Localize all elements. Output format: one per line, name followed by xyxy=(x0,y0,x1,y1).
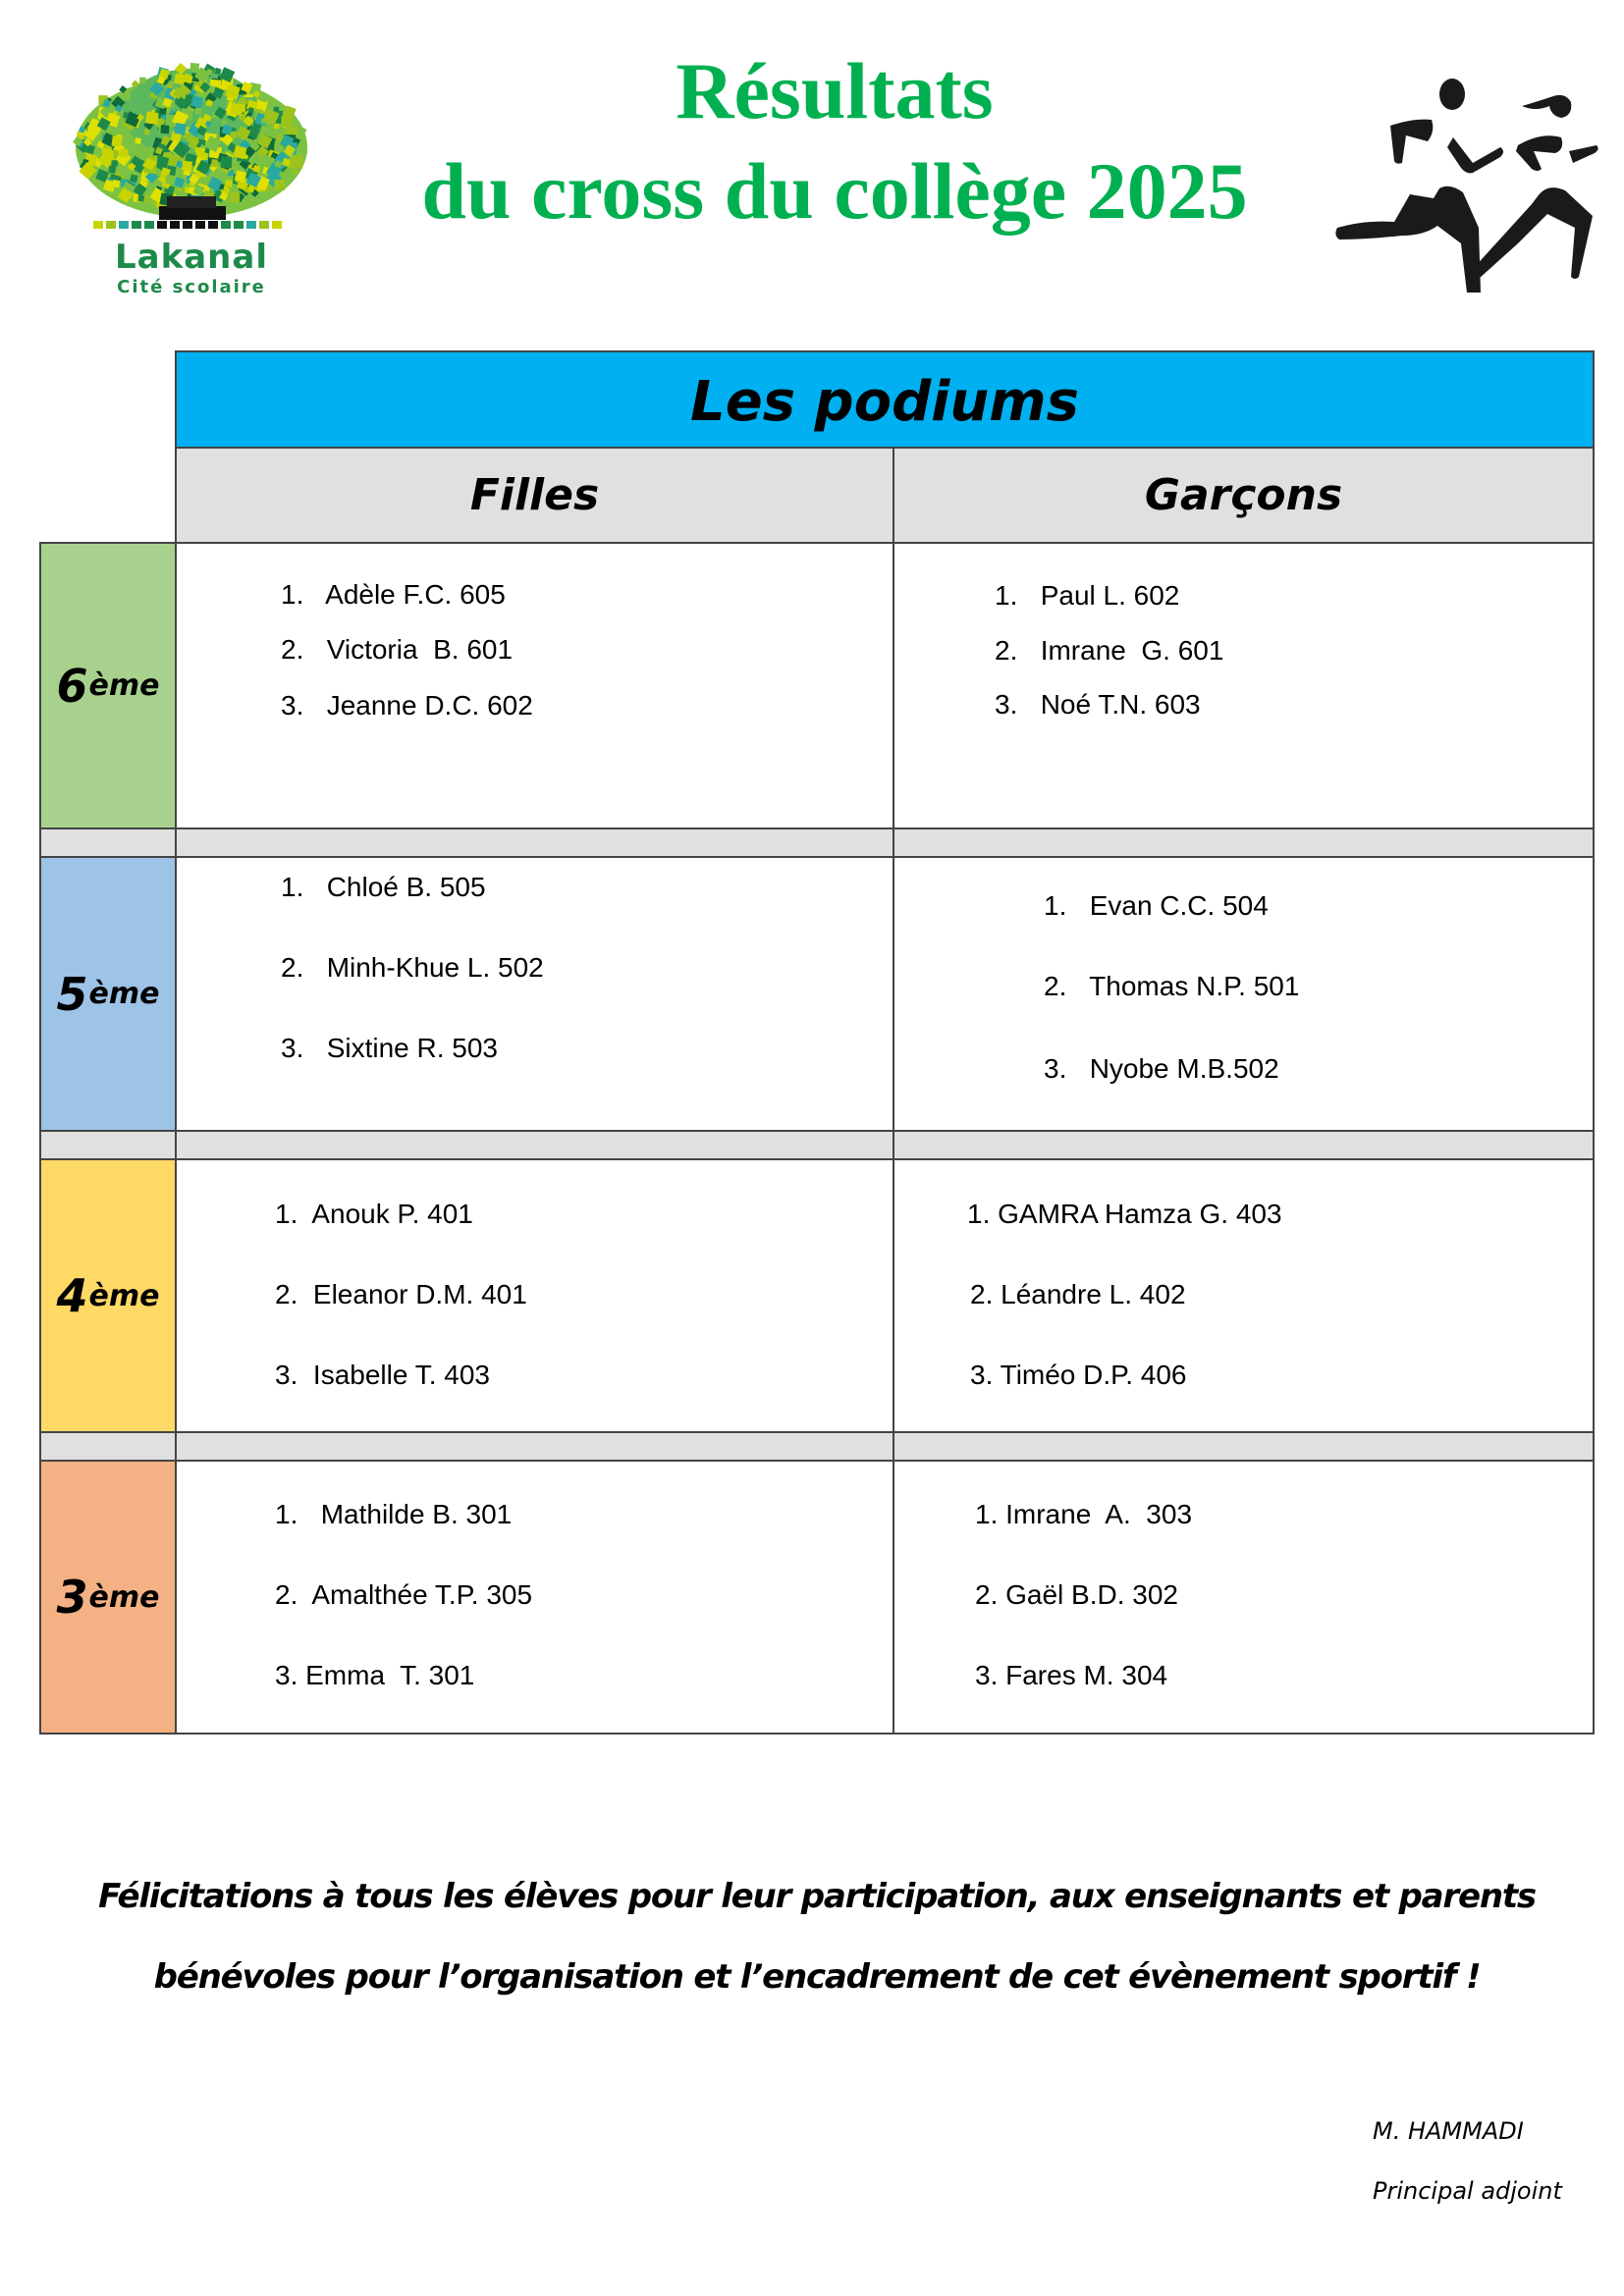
signature-role: Principal adjoint xyxy=(1373,2177,1562,2205)
grade-6-garcons-list xyxy=(995,580,1224,737)
title-line-1: Résultats xyxy=(676,46,994,135)
grade-6-garcons-cell xyxy=(893,542,1595,829)
column-header-filles xyxy=(175,447,894,544)
list-item: 3. Timéo D.P. 406 xyxy=(970,1360,1187,1390)
row-separator xyxy=(39,1130,177,1160)
grade-3-suffix: ème xyxy=(88,1579,160,1615)
logo-name: Lakanal xyxy=(115,238,268,277)
list-item: 2. Gaël B.D. 302 xyxy=(975,1579,1179,1610)
grade-6-suffix: ème xyxy=(88,668,160,703)
grade-4-suffix: ème xyxy=(88,1278,160,1313)
list-item: 2. Eleanor D.M. 401 xyxy=(275,1279,527,1309)
list-item: 1. Chloé B. 505 xyxy=(281,872,486,902)
grade-4-garcons-cell xyxy=(893,1158,1595,1433)
row-separator xyxy=(175,1130,894,1160)
title-line-2: du cross du collège 2025 xyxy=(421,146,1248,236)
row-separator xyxy=(39,828,177,858)
grade-3-garcons-list xyxy=(975,1499,1193,1690)
list-item: 2. Imrane G. 601 xyxy=(995,635,1224,666)
list-item: 2. Victoria B. 601 xyxy=(281,634,514,665)
grade-3-label-cell xyxy=(39,1460,177,1735)
row-separator xyxy=(175,828,894,858)
grade-4-number: 4 xyxy=(56,1269,88,1322)
list-item: 2. Thomas N.P. 501 xyxy=(1044,971,1300,1001)
grade-3-garcons-cell xyxy=(893,1460,1595,1735)
lakanal-logo xyxy=(69,59,314,304)
column-header-garcons-label: Garçons xyxy=(1144,470,1343,520)
row-separator xyxy=(39,1431,177,1462)
grade-5-filles-cell xyxy=(175,856,894,1132)
color-strip xyxy=(93,221,290,231)
list-item: 3. Fares M. 304 xyxy=(975,1660,1168,1690)
list-item: 1. Anouk P. 401 xyxy=(275,1199,473,1229)
runners-icon xyxy=(1326,67,1610,293)
grade-5-number: 5 xyxy=(56,967,88,1021)
row-separator xyxy=(175,1431,894,1462)
grade-4-garcons-list xyxy=(967,1199,1282,1390)
grade-5-garcons-list xyxy=(1044,890,1300,1084)
list-item: 3. Sixtine R. 503 xyxy=(281,1033,499,1063)
list-item: 3. Jeanne D.C. 602 xyxy=(281,690,533,721)
congratulations-line-1: Félicitations à tous les élèves pour leur participation, aux enseignants et parents xyxy=(98,1877,1536,1916)
list-item: 1. Evan C.C. 504 xyxy=(1044,890,1269,921)
list-item: 3. Noé T.N. 603 xyxy=(995,689,1201,720)
grade-5-label-cell xyxy=(39,856,177,1132)
grade-6-label-cell xyxy=(39,542,177,829)
signature-name: M. HAMMADI xyxy=(1373,2117,1524,2145)
row-separator xyxy=(893,1431,1595,1462)
row-separator xyxy=(893,828,1595,858)
list-item: 3. Emma T. 301 xyxy=(275,1660,475,1690)
list-item: 1. Adèle F.C. 605 xyxy=(281,579,506,610)
grade-3-filles-cell xyxy=(175,1460,894,1735)
grade-5-garcons-cell xyxy=(893,856,1595,1132)
list-item: 1. Mathilde B. 301 xyxy=(275,1499,513,1529)
list-item: 1. GAMRA Hamza G. 403 xyxy=(967,1199,1282,1229)
grade-4-label-cell xyxy=(39,1158,177,1433)
page-title xyxy=(295,41,1375,241)
column-header-garcons xyxy=(893,447,1595,544)
grade-4-filles-list xyxy=(275,1199,527,1390)
column-header-filles-label: Filles xyxy=(469,470,600,520)
list-item: 2. Minh-Khue L. 502 xyxy=(281,952,544,983)
grade-5-filles-list xyxy=(281,872,544,1063)
grade-3-filles-list xyxy=(275,1499,533,1690)
grade-4-filles-cell xyxy=(175,1158,894,1433)
grade-3-number: 3 xyxy=(56,1571,88,1624)
list-item: 1. Imrane A. 303 xyxy=(975,1499,1193,1529)
list-item: 2. Amalthée T.P. 305 xyxy=(275,1579,533,1610)
podiums-heading-cell xyxy=(175,350,1595,449)
congratulations-line-2: bénévoles pour l’organisation et l’encadrement de cet évènement sportif ! xyxy=(153,1957,1481,1997)
grade-5-suffix: ème xyxy=(88,977,160,1011)
grade-6-filles-list xyxy=(281,579,533,736)
logo-subtitle: Cité scolaire xyxy=(117,277,266,297)
grade-6-filles-cell xyxy=(175,542,894,829)
list-item: 3. Nyobe M.B.502 xyxy=(1044,1053,1279,1084)
list-item: 3. Isabelle T. 403 xyxy=(275,1360,490,1390)
podiums-heading: Les podiums xyxy=(690,369,1079,434)
tree-icon xyxy=(69,59,314,236)
row-separator xyxy=(893,1130,1595,1160)
grade-6-number: 6 xyxy=(56,659,88,713)
list-item: 2. Léandre L. 402 xyxy=(970,1279,1186,1309)
list-item: 1. Paul L. 602 xyxy=(995,580,1180,611)
